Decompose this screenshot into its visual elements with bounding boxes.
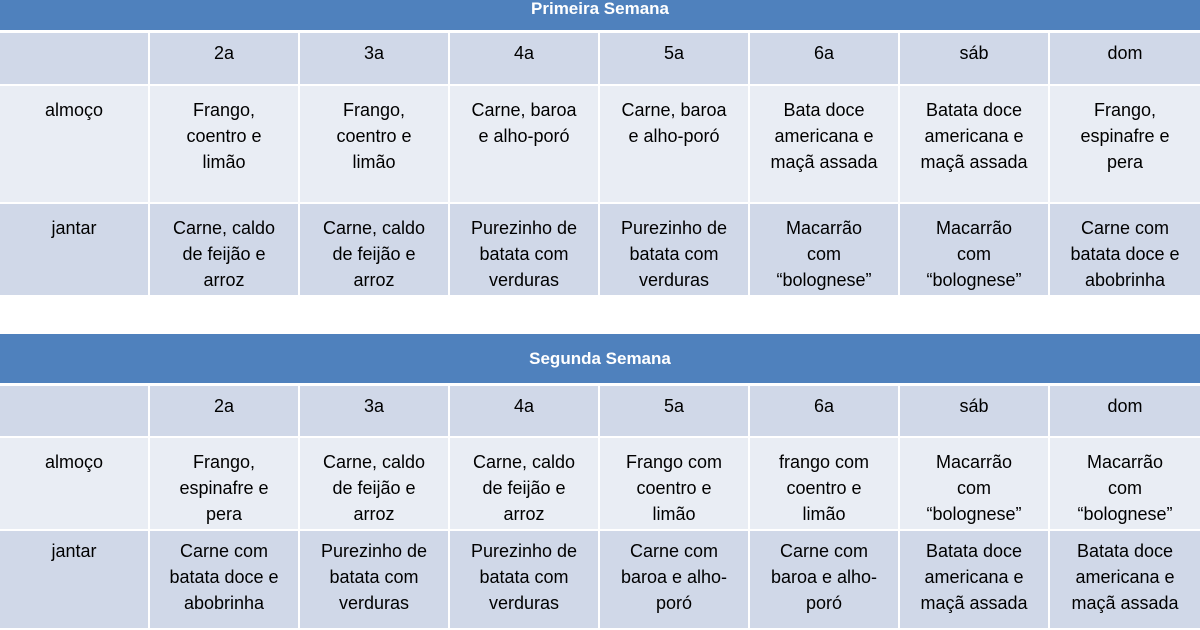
meal-cell: Carne, baroa e alho-poró [600,86,750,204]
header-cell-corner [0,386,150,438]
week-title: Segunda Semana [0,334,1200,386]
meal-cell: Macarrão com “bolognese” [750,204,900,297]
meal-cell: Frango, coentro e limão [150,86,300,204]
meal-cell: Macarrão com “bolognese” [900,438,1050,531]
meal-cell: Batata doce americana e maçã assada [900,86,1050,204]
row-label: jantar [0,204,150,297]
header-cell-day: dom [1050,386,1200,438]
meal-cell: Purezinho de batata com verduras [450,531,600,630]
header-cell-corner [0,33,150,86]
meal-cell: frango com coentro e limão [750,438,900,531]
week-1-table [0,0,1200,297]
meal-cell: Carne com baroa e alho- poró [750,531,900,630]
meal-cell: Carne, baroa e alho-poró [450,86,600,204]
week-2-table [0,334,1200,630]
meal-cell: Frango com coentro e limão [600,438,750,531]
meal-cell: Purezinho de batata com verduras [450,204,600,297]
header-cell-day: 5a [600,33,750,86]
table-row-jantar [0,531,1200,630]
header-cell-day: 4a [450,33,600,86]
header-cell-day: 2a [150,33,300,86]
meal-cell: Carne, caldo de feijão e arroz [300,438,450,531]
header-row [0,386,1200,438]
header-row [0,33,1200,86]
header-cell-day: 6a [750,33,900,86]
header-cell-day: sáb [900,33,1050,86]
row-label: almoço [0,438,150,531]
week-title: Primeira Semana [0,0,1200,33]
meal-cell: Carne, caldo de feijão e arroz [450,438,600,531]
header-cell-day: 2a [150,386,300,438]
meal-cell: Carne, caldo de feijão e arroz [150,204,300,297]
header-cell-day: 3a [300,33,450,86]
meal-cell: Purezinho de batata com verduras [600,204,750,297]
header-cell-day: 5a [600,386,750,438]
meal-cell: Carne com batata doce e abobrinha [1050,204,1200,297]
meal-cell: Macarrão com “bolognese” [1050,438,1200,531]
row-label: almoço [0,86,150,204]
meal-cell: Batata doce americana e maçã assada [900,531,1050,630]
meal-cell: Bata doce americana e maçã assada [750,86,900,204]
header-cell-day: 4a [450,386,600,438]
header-cell-day: sáb [900,386,1050,438]
meal-cell: Frango, coentro e limão [300,86,450,204]
table-row-jantar [0,204,1200,297]
table-row-almoco [0,86,1200,204]
header-cell-day: dom [1050,33,1200,86]
meal-cell: Carne, caldo de feijão e arroz [300,204,450,297]
table-row-almoco [0,438,1200,531]
meal-cell: Batata doce americana e maçã assada [1050,531,1200,630]
meal-cell: Macarrão com “bolognese” [900,204,1050,297]
meal-cell: Purezinho de batata com verduras [300,531,450,630]
header-cell-day: 3a [300,386,450,438]
meal-cell: Frango, espinafre e pera [1050,86,1200,204]
meal-cell: Carne com batata doce e abobrinha [150,531,300,630]
meal-cell: Frango, espinafre e pera [150,438,300,531]
header-cell-day: 6a [750,386,900,438]
meal-cell: Carne com baroa e alho- poró [600,531,750,630]
row-label: jantar [0,531,150,630]
